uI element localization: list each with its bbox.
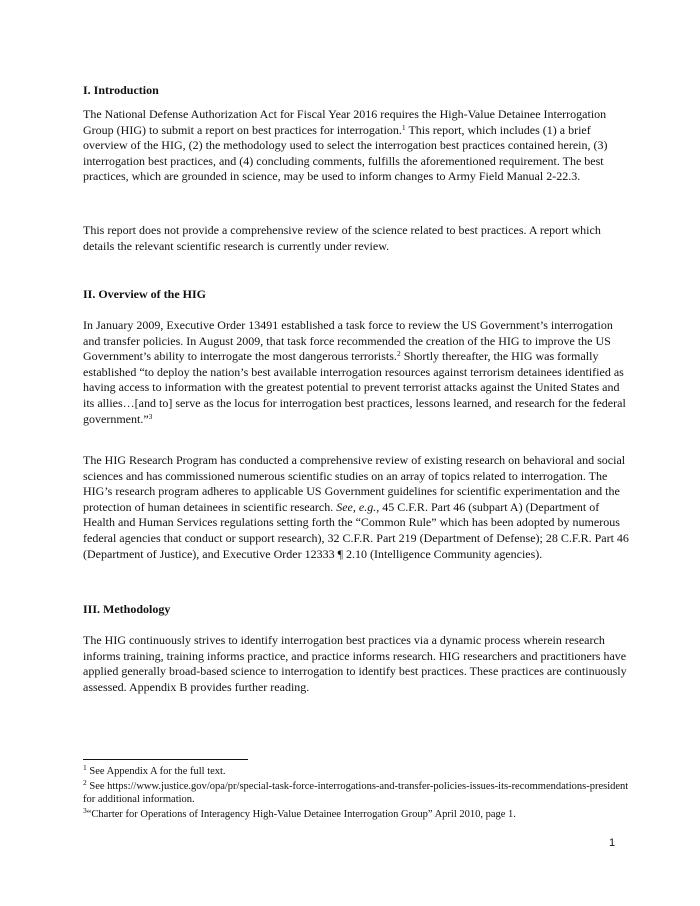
methodology-paragraph-1	[83, 633, 631, 695]
footnote-3-text: “Charter for Operations of Interagency High-Value Detainee Interrogation Group” April 2010, page 1.	[86, 809, 516, 820]
overview-paragraph-1	[83, 318, 631, 427]
section-title-methodology: III. Methodology	[83, 602, 171, 616]
footnote-ref-2: 2	[396, 349, 401, 359]
footnote-1	[83, 765, 631, 778]
overview-paragraph-2	[83, 453, 631, 562]
overview-p2-text-a: The HIG Research Program has conducted a comprehensive review of existing research on behavioral and social sciences and has commissioned numerous scientific studies on an array of topics related to interrogation. The HIG’s research program adheres to applicable US Government guidelines for scientific experimentation and the protection of human detainees in scientific research.	[83, 453, 626, 514]
footnote-3-number: 3	[83, 806, 87, 815]
section-title-introduction: I. Introduction	[83, 83, 159, 97]
footnote-1-text: See Appendix A for the full text.	[86, 766, 226, 777]
footnote-2-text: See https://www.justice.gov/opa/pr/special-task-force-interrogations-and-transfer-policies-issues-its-recommendations-president for additional information.	[83, 781, 629, 806]
footnote-3	[83, 808, 631, 821]
footnote-ref-3: 3	[148, 411, 153, 421]
footnote-1-number: 1	[83, 763, 87, 772]
footnote-separator	[83, 759, 248, 760]
overview-p2-citation-signal: See, e.g.,	[336, 499, 380, 514]
intro-p2-text: This report does not provide a comprehensive review of the science related to best practices. A report which details the relevant scientific research is currently under review.	[83, 223, 601, 253]
intro-p1-text-b: This report, which includes (1) a brief overview of the HIG, (2) the methodology used to select the interrogation best practices contained herein, (3) interrogation best practices, and (4) concluding comments, fulfills the aforementioned requirement. The best practices, which are grounded in science, may be used to inform changes to Army Field Manual 2-22.3.	[83, 122, 608, 184]
section-title-overview: II. Overview of the HIG	[83, 287, 206, 301]
footnote-2-number: 2	[83, 778, 87, 787]
overview-p2-text-b: 45 C.F.R. Part 46 (subpart A) (Department of Health and Human Services regulations setting forth the “Common Rule” which has been adopted by numerous federal agencies that conduct or support research), 32 C.F.R. Part 219 (Department of Defense); 28 C.F.R. Part 46 (Department of Justice), and Executive Order 12333 ¶ 2.10 (Intelligence Community agencies).	[83, 499, 629, 561]
intro-paragraph-1	[83, 107, 631, 185]
methodology-p1-text: The HIG continuously strives to identify interrogation best practices via a dynamic process wherein research informs training, training informs practice, and practice informs research. HIG researchers and practitioners have applied generally broad-based science to interrogation to identify best practices. These practices are continuously assessed. Appendix B provides further reading.	[83, 633, 627, 694]
footnote-ref-1: 1	[401, 122, 406, 132]
intro-paragraph-2	[83, 223, 631, 254]
intro-p1-text-a: The National Defense Authorization Act for Fiscal Year 2016 requires the High-Value Detainee Interrogation Group (HIG) to submit a report on best practices for interrogation.	[83, 107, 607, 137]
overview-p1-text-a: In January 2009, Executive Order 13491 established a task force to review the US Government’s interrogation and transfer policies. In August 2009, that task force recommended the creation of the HIG to improve the US Government’s ability to interrogate the most dangerous terrorists.	[83, 318, 613, 364]
footnote-2	[83, 780, 631, 807]
page-number: 1	[609, 837, 616, 849]
overview-p1-text-b: Shortly thereafter, the HIG was formally established “to deploy the nation’s best available interrogation resources against terrorism detainees identified as having access to information with the greatest potential to prevent terrorist attacks against the United States and its allies…[and to] serve as the locus for interrogation best practices, lessons learned, and research for the federal government.”	[83, 349, 626, 426]
